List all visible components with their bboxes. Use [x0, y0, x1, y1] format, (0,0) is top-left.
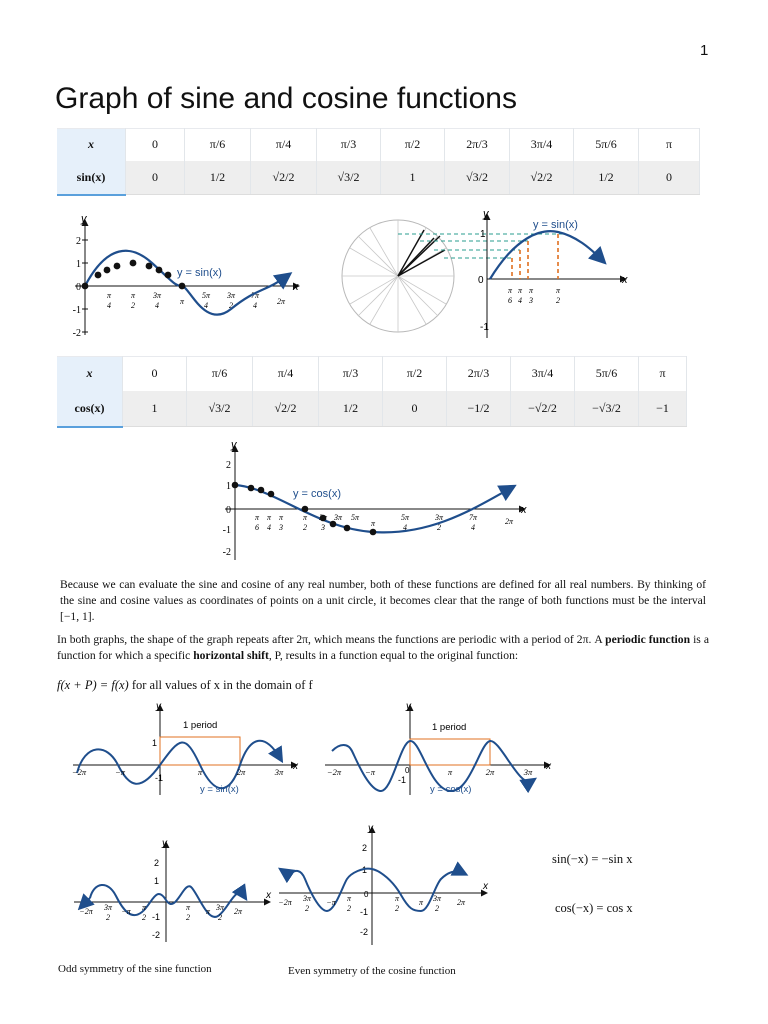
- svg-text:1: 1: [76, 259, 81, 270]
- table-cell: 1: [381, 161, 445, 195]
- svg-text:2: 2: [154, 858, 160, 868]
- svg-text:1: 1: [226, 481, 231, 492]
- svg-text:3π: 3π: [226, 291, 236, 300]
- svg-text:2: 2: [435, 904, 439, 913]
- svg-text:π: π: [179, 297, 185, 306]
- svg-text:2: 2: [347, 904, 351, 913]
- axis-y-label: y: [483, 208, 489, 220]
- svg-text:3π: 3π: [152, 291, 162, 300]
- svg-text:π: π: [106, 291, 112, 300]
- svg-text:−π: −π: [326, 898, 336, 907]
- axis-x-label: x: [266, 890, 271, 901]
- svg-text:π: π: [507, 286, 513, 295]
- svg-text:4: 4: [253, 301, 257, 310]
- svg-text:π: π: [517, 286, 523, 295]
- caption-even-symmetry: Even symmetry of the cosine function: [288, 965, 456, 977]
- svg-text:1: 1: [480, 229, 486, 240]
- svg-text:2: 2: [229, 301, 233, 310]
- svg-text:4: 4: [471, 523, 475, 532]
- svg-text:π: π: [346, 894, 352, 903]
- table-cell: 0: [383, 391, 447, 427]
- axis-y-label: y: [368, 825, 373, 834]
- svg-text:π: π: [197, 767, 203, 777]
- table-cell: π/3: [319, 357, 383, 391]
- identity-cosine: cos(−x) = cos x: [555, 901, 633, 915]
- sine-value-table: [57, 128, 700, 196]
- table-cell: π/6: [185, 129, 251, 161]
- table-cell: 3π/4: [511, 357, 575, 391]
- svg-text:2: 2: [395, 904, 399, 913]
- svg-text:4: 4: [107, 301, 111, 310]
- cosine-value-table: [57, 356, 687, 428]
- svg-text:4: 4: [204, 301, 208, 310]
- table-cell: 0: [639, 161, 700, 195]
- paragraph-text: , P, results in a function equal to the original function:: [268, 649, 519, 662]
- table-cell: 3π/4: [510, 129, 574, 161]
- axis-y-label: y: [162, 840, 167, 849]
- svg-text:2π: 2π: [485, 767, 495, 777]
- svg-text:π: π: [185, 903, 191, 912]
- table-cell: π: [639, 357, 687, 391]
- svg-text:4: 4: [155, 301, 159, 310]
- periodic-equation: [57, 678, 313, 693]
- svg-text:-2: -2: [72, 328, 81, 339]
- table-header-x: x: [57, 129, 126, 161]
- svg-text:1: 1: [154, 876, 160, 886]
- svg-text:3: 3: [279, 523, 283, 532]
- period-annotation: 1 period: [432, 722, 467, 733]
- svg-text:-1: -1: [72, 305, 81, 316]
- svg-text:−π: −π: [365, 767, 375, 777]
- svg-text:7π: 7π: [468, 513, 478, 522]
- table-header-x: x: [57, 357, 123, 391]
- axis-y-label: y: [406, 703, 411, 712]
- axis-x-label: x: [622, 274, 628, 286]
- sine-graph: [55, 210, 315, 345]
- table-cell: √2/2: [510, 161, 574, 195]
- svg-text:π: π: [555, 286, 561, 295]
- sine-curve-label: y = sin(x): [177, 267, 222, 279]
- svg-text:2π: 2π: [456, 898, 466, 907]
- axis-x-label: x: [546, 761, 551, 772]
- cosine-graph: [215, 438, 535, 563]
- table-cell: 1/2: [574, 161, 639, 195]
- svg-text:π: π: [418, 898, 424, 907]
- svg-text:4: 4: [518, 296, 522, 305]
- table-cell: −1/2: [447, 391, 511, 427]
- svg-text:3π: 3π: [333, 513, 343, 522]
- svg-text:-1: -1: [155, 773, 164, 783]
- svg-text:π: π: [370, 519, 376, 528]
- page-number: 1: [700, 42, 709, 59]
- svg-text:2: 2: [186, 913, 190, 922]
- svg-text:5π: 5π: [400, 513, 410, 522]
- table-cell: π/2: [381, 129, 445, 161]
- svg-text:-1: -1: [398, 775, 407, 785]
- table-cell: π/2: [383, 357, 447, 391]
- period-annotation: 1 period: [183, 720, 218, 731]
- sine-period-graph: [65, 703, 305, 798]
- svg-text:2: 2: [305, 904, 309, 913]
- svg-text:3π: 3π: [274, 767, 284, 777]
- svg-text:-2: -2: [222, 547, 231, 558]
- svg-text:2π: 2π: [504, 517, 514, 526]
- svg-text:2π: 2π: [233, 907, 243, 916]
- table-cell: π/4: [253, 357, 319, 391]
- table-cell: π/3: [317, 129, 381, 161]
- svg-text:π: π: [394, 894, 400, 903]
- table-cell: π/4: [251, 129, 317, 161]
- svg-text:−π: −π: [115, 767, 125, 777]
- odd-symmetry-sine-graph: [68, 840, 278, 945]
- sine-curve-label: y = sin(x): [533, 219, 578, 231]
- table-row-label: sin(x): [57, 161, 126, 195]
- svg-text:π: π: [254, 513, 260, 522]
- svg-text:3π: 3π: [432, 894, 442, 903]
- table-cell: √2/2: [253, 391, 319, 427]
- table-cell: 1: [123, 391, 187, 427]
- axis-x-label: x: [293, 761, 298, 772]
- svg-text:2: 2: [106, 913, 110, 922]
- table-cell: √3/2: [445, 161, 510, 195]
- svg-text:6: 6: [508, 296, 512, 305]
- svg-text:1: 1: [152, 738, 158, 748]
- svg-text:π: π: [266, 513, 272, 522]
- svg-text:3π: 3π: [215, 903, 225, 912]
- axis-y-label: y: [81, 213, 87, 225]
- equation-suffix: for all values of x in the domain of f: [128, 678, 313, 692]
- svg-text:-1: -1: [360, 907, 369, 917]
- svg-text:2π: 2π: [236, 767, 246, 777]
- svg-text:−2π: −2π: [79, 907, 93, 916]
- svg-text:3π: 3π: [103, 903, 113, 912]
- table-cell: 2π/3: [445, 129, 510, 161]
- svg-text:3: 3: [321, 523, 325, 532]
- svg-text:2: 2: [226, 460, 231, 471]
- svg-text:π: π: [302, 513, 308, 522]
- svg-text:-1: -1: [480, 322, 489, 333]
- svg-text:-2: -2: [152, 930, 161, 940]
- paragraph-text: In both graphs, the shape of the graph repeats after 2π, which means the functions are periodic with a period of 2π. A: [57, 633, 606, 646]
- svg-text:2: 2: [142, 913, 146, 922]
- svg-text:6: 6: [255, 523, 259, 532]
- table-cell: π: [639, 129, 700, 161]
- table-cell: 5π/6: [575, 357, 639, 391]
- svg-text:3π: 3π: [434, 513, 444, 522]
- svg-text:2: 2: [218, 913, 222, 922]
- paragraph-range: Because we can evaluate the sine and cosine of any real number, both of these functions are defined for all real numbers. By thinking of the sine and cosine values as coordinates of points on a unit circle, it becomes clear that the range of both functions must be the interval [−1, 1].: [60, 578, 706, 623]
- svg-text:2: 2: [131, 301, 135, 310]
- svg-text:0: 0: [76, 282, 81, 293]
- table-cell: 5π/6: [574, 129, 639, 161]
- caption-odd-symmetry: Odd symmetry of the sine function: [58, 963, 212, 975]
- paragraph-text: is a function for which a specific: [57, 633, 709, 662]
- table-cell: √2/2: [251, 161, 317, 195]
- svg-text:π: π: [205, 907, 211, 916]
- svg-text:π: π: [447, 767, 453, 777]
- identity-sine: sin(−x) = −sin x: [552, 852, 633, 866]
- table-cell: −√3/2: [575, 391, 639, 427]
- axis-y-label: y: [231, 439, 237, 451]
- cosine-curve-label: y = cos(x): [430, 784, 472, 795]
- table-cell: 1/2: [319, 391, 383, 427]
- svg-text:0: 0: [405, 766, 410, 775]
- equation-formula: f(x + P) = f(x): [57, 678, 129, 692]
- svg-text:−2π: −2π: [326, 767, 342, 777]
- svg-text:2π: 2π: [276, 297, 286, 306]
- svg-text:2: 2: [556, 296, 560, 305]
- term-periodic-function: periodic function: [605, 633, 691, 646]
- term-horizontal-shift: horizontal shift: [193, 649, 269, 662]
- svg-text:0: 0: [226, 505, 231, 516]
- axis-y-label: y: [156, 703, 161, 712]
- table-cell: π/6: [187, 357, 253, 391]
- svg-text:2: 2: [362, 843, 368, 853]
- axis-x-label: x: [483, 881, 488, 892]
- cosine-curve-label: y = cos(x): [293, 488, 341, 500]
- svg-text:-1: -1: [222, 525, 231, 536]
- table-cell: 1/2: [185, 161, 251, 195]
- svg-text:π: π: [278, 513, 284, 522]
- page-title: Graph of sine and cosine functions: [55, 82, 517, 115]
- table-cell: −1: [639, 391, 687, 427]
- axis-x-label: x: [293, 281, 299, 293]
- table-cell: 0: [126, 129, 185, 161]
- even-symmetry-cosine-graph: [275, 825, 490, 950]
- svg-text:4: 4: [267, 523, 271, 532]
- table-cell: 2π/3: [447, 357, 511, 391]
- svg-text:π: π: [141, 903, 147, 912]
- svg-text:2: 2: [303, 523, 307, 532]
- svg-text:π: π: [528, 286, 534, 295]
- svg-text:5π: 5π: [201, 291, 211, 300]
- table-cell: −√2/2: [511, 391, 575, 427]
- paragraph-periodic: [57, 632, 709, 664]
- svg-text:3π: 3π: [302, 894, 312, 903]
- svg-text:2: 2: [76, 236, 81, 247]
- svg-text:1: 1: [362, 865, 368, 875]
- svg-text:0: 0: [478, 275, 484, 286]
- svg-text:−2π: −2π: [71, 767, 87, 777]
- svg-text:7π: 7π: [250, 291, 260, 300]
- sine-curve-label: y = sin(x): [200, 784, 239, 795]
- table-cell: √3/2: [317, 161, 381, 195]
- svg-text:5π: 5π: [350, 513, 360, 522]
- svg-text:-1: -1: [152, 912, 161, 922]
- svg-text:−2π: −2π: [278, 898, 292, 907]
- cosine-period-graph: [320, 703, 560, 798]
- table-cell: 0: [126, 161, 185, 195]
- svg-text:π: π: [130, 291, 136, 300]
- svg-text:-2: -2: [360, 927, 369, 937]
- svg-text:2: 2: [437, 523, 441, 532]
- svg-text:3π: 3π: [523, 767, 533, 777]
- axis-x-label: x: [521, 504, 527, 516]
- table-cell: √3/2: [187, 391, 253, 427]
- svg-text:0: 0: [364, 890, 369, 899]
- unit-circle-sine-graph: [340, 208, 640, 343]
- svg-text:4: 4: [403, 523, 407, 532]
- svg-text:−π: −π: [121, 907, 131, 916]
- table-cell: 0: [123, 357, 187, 391]
- svg-text:3: 3: [529, 296, 533, 305]
- table-row-label: cos(x): [57, 391, 123, 427]
